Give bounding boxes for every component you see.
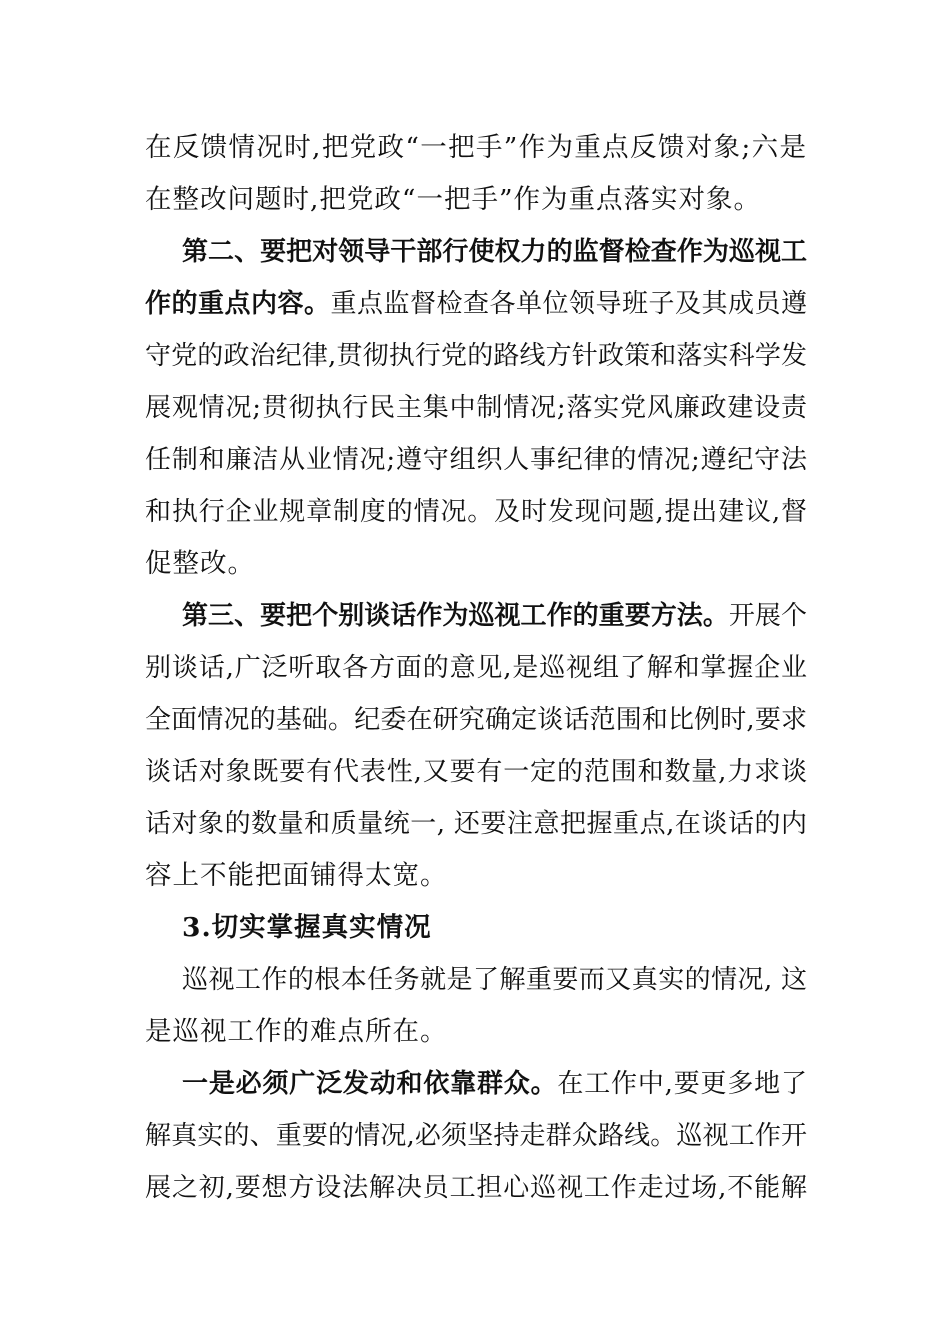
section-heading-line xyxy=(182,1066,807,1102)
text-span: 守党的政治纪律,贯彻执行党的路线方针政策和落实科学发 xyxy=(145,341,807,371)
text-line xyxy=(145,806,807,842)
text-span: 在工作中,要更多地了 xyxy=(557,1069,807,1099)
text-span: 任制和廉洁从业情况;遵守组织人事纪律的情况;遵纪守法 xyxy=(145,445,807,475)
bold-text-span: 第二、要把对领导干部行使权力的监督检查作为巡视工 xyxy=(182,237,807,267)
text-span: 重点监督检查各单位领导班子及其成员遵 xyxy=(330,289,807,319)
subsection-heading xyxy=(182,910,807,946)
text-span: 巡视工作的根本任务就是了解重要而又真实的情况, 这 xyxy=(182,965,807,995)
text-span: 展观情况;贯彻执行民主集中制情况;落实党风廉政建设责 xyxy=(145,393,807,423)
text-line xyxy=(145,702,807,738)
text-line xyxy=(145,182,807,218)
text-span: 和执行企业规章制度的情况。及时发现问题,提出建议,督 xyxy=(145,497,807,527)
text-line xyxy=(182,962,807,998)
text-span: 话对象的数量和质量统一, 还要注意把握重点,在谈话的内 xyxy=(145,809,807,839)
text-line xyxy=(145,1170,807,1206)
text-span: 容上不能把面铺得太宽。 xyxy=(145,860,448,891)
text-span: 谈话对象既要有代表性,又要有一定的范围和数量,力求谈 xyxy=(145,757,807,787)
text-line xyxy=(145,286,807,322)
text-line xyxy=(145,650,807,686)
text-span: 在整改问题时,把党政“一把手”作为重点落实对象。 xyxy=(145,184,762,215)
bold-text-span: 3.切实掌握真实情况 xyxy=(182,912,432,943)
text-line xyxy=(145,494,807,530)
text-span: 全面情况的基础。纪委在研究确定谈话范围和比例时,要求 xyxy=(145,705,807,735)
text-line xyxy=(145,858,807,894)
text-span: 在反馈情况时,把党政“一把手”作为重点反馈对象;六是 xyxy=(145,132,807,163)
bold-text-span: 作的重点内容。 xyxy=(145,289,331,319)
section-heading-line xyxy=(182,598,807,634)
text-span: 开展个 xyxy=(728,601,807,631)
text-line xyxy=(145,390,807,426)
text-line xyxy=(145,754,807,790)
bold-text-span: 一是必须广泛发动和依靠群众。 xyxy=(182,1069,558,1099)
text-span: 解真实的、重要的情况,必须坚持走群众路线。巡视工作开 xyxy=(145,1121,807,1151)
text-span: 是巡视工作的难点所在。 xyxy=(145,1016,448,1047)
text-line xyxy=(145,130,807,166)
text-line xyxy=(145,338,807,374)
bold-text-span: 第三、要把个别谈话作为巡视工作的重要方法。 xyxy=(182,601,729,631)
section-heading-line xyxy=(182,234,807,270)
text-span: 别谈话,广泛听取各方面的意见,是巡视组了解和掌握企业 xyxy=(145,653,807,683)
text-span: 促整改。 xyxy=(145,548,255,579)
text-line xyxy=(145,1118,807,1154)
text-line xyxy=(145,546,807,582)
text-span: 展之初,要想方设法解决员工担心巡视工作走过场,不能解 xyxy=(145,1173,807,1203)
text-line xyxy=(145,442,807,478)
text-line xyxy=(145,1014,807,1050)
